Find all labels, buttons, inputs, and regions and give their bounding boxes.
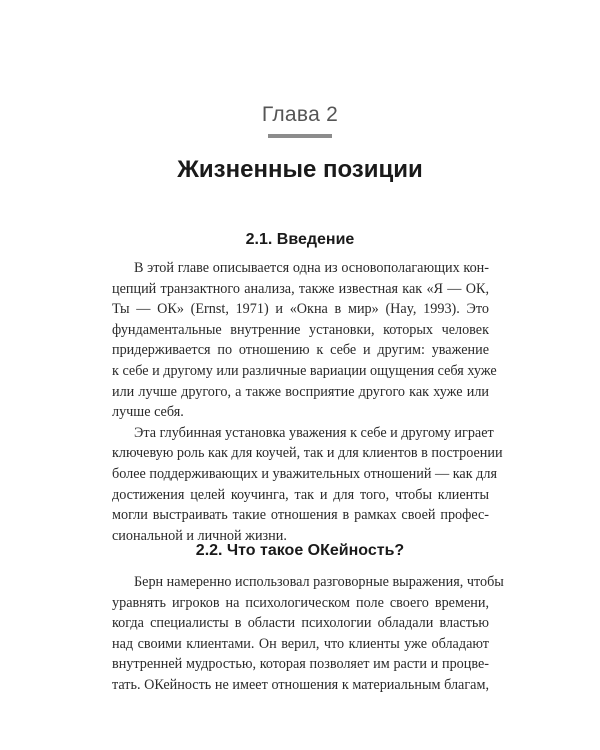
text-line: более поддерживающих и уважительных отношений — как для (112, 465, 497, 482)
text-line: Ты — ОК» (Ernst, 1971) и «Окна в мир» (Hay, 1993). Это (112, 301, 489, 318)
text-line: могли выстраивать такие отношения в рамках своей профес- (112, 507, 489, 524)
chapter-label: Глава 2 (261, 103, 339, 126)
text-line: достижения целей коучинга, так и для того, чтобы клиенты (112, 486, 489, 503)
text-line: тать. ОКейность не имеет отношения к материальным благам, (112, 676, 489, 693)
text-line: когда специалисты в области психологии обладали властью (112, 615, 489, 632)
section-heading-introduction: 2.1. Введение (245, 231, 355, 248)
text-line: Эта глубинная установка уважения к себе и другому играет (134, 424, 494, 441)
text-line: Берн намеренно использовал разговорные выражения, чтобы (134, 574, 504, 590)
section-okness-text (112, 572, 504, 696)
section-introduction-text (112, 258, 503, 546)
text-line: фундаментальные внутренние установки, которых человек (112, 321, 489, 338)
text-line: придерживается по отношению к себе и другим: уважение (112, 342, 489, 359)
text-line: В этой главе описывается одна из основополагающих кон- (134, 260, 489, 276)
text-line: или лучше другого, а также восприятие другого как хуже или (112, 383, 489, 400)
chapter-divider (268, 134, 332, 138)
text-line: лучше себя. (112, 404, 184, 421)
chapter-title: Жизненные позиции (177, 156, 423, 183)
section-heading-okness: 2.2. Что такое ОКейность? (195, 542, 405, 559)
text-line: ключевую роль как для коучей, так и для клиентов в построении (112, 445, 503, 462)
text-line: над своими клиентами. Он верил, что клиенты уже обладают (112, 635, 489, 652)
text-line: сиональной и личной жизни. (112, 527, 287, 544)
text-line: уравнять игроков на психологическом поле своего времени, (112, 594, 489, 611)
text-line: цепций транзактного анализа, также известная как «Я — ОК, (112, 280, 489, 297)
text-line: к себе и другому или различные вариации ощущения себя хуже (112, 362, 497, 379)
text-line: внутренней мудростью, которая позволяет им расти и процве- (112, 656, 489, 673)
